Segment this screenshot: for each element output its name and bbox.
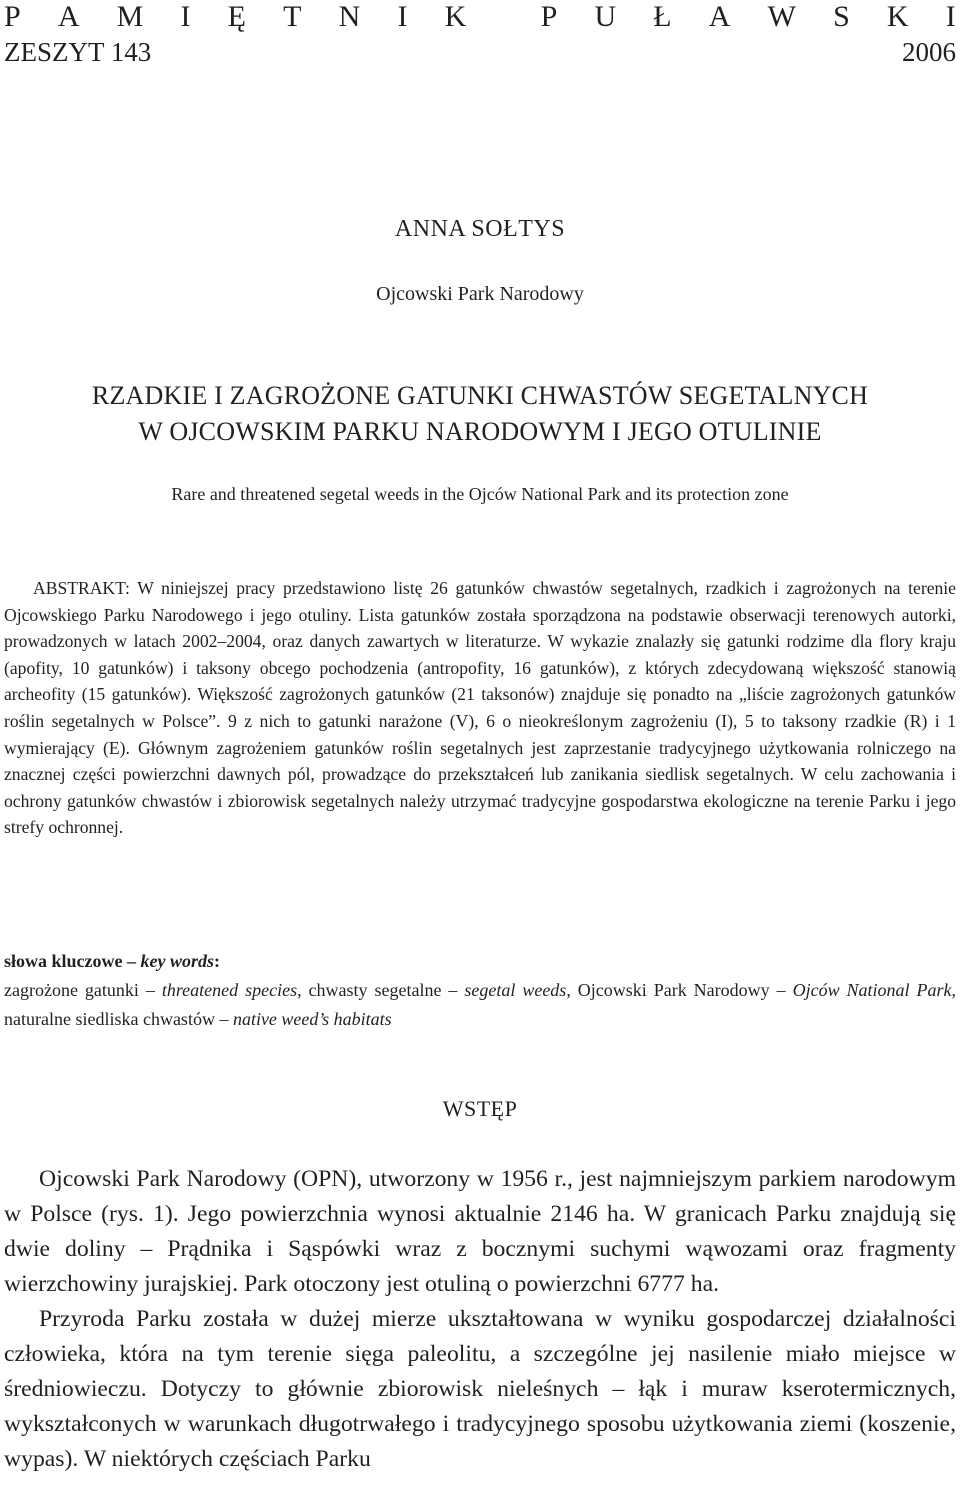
journal-letter: U xyxy=(594,0,617,33)
abstract-text: W niniejszej pracy przedstawiono listę 26 gatunków chwastów segetalnych, rzadkich i zagrożonych na terenie Ojcowskiego Parku Narodowego i jego otuliny. Lista gatunków została sporządzona na podstawie obserwacji terenowych autorki, prowadzonych w latach 2002–2004, oraz danych zawartych w literaturze. W wykazie znalazły się gatunki rodzime dla flory kraju (apofity, 10 gatunków) i taksony obcego pochodzenia (antropofity, 16 gatunków), z których zdecydowaną większość stanowią archeofity (15 gatunków). Większość zagrożonych gatunków (21 taksonów) znajduje się ponadto na „liście zagrożonych gatunków roślin segetalnych w Polsce”. 9 z nich to gatunki narażone (V), 6 o nieokreślonym zagrożeniu (I), 5 to taksony rzadkie (R) i 1 wymierający (E). Głównym zagrożeniem gatunków roślin segetalnych jest zaprzestanie tradycyjnego użytkowania rolniczego na znacznej części powierzchni dawnych pól, prowadzące do przekształceń lub zanikania siedlisk segetalnych. W celu zachowania i ochrony gatunków chwastów i zbiorowisk segetalnych należy utrzymać tradycyjne gospodarstwa ekologiczne na terenie Parku i jego strefy ochronnej. xyxy=(4,578,956,838)
journal-letter: I xyxy=(180,0,191,33)
keyword-pl: naturalne siedliska chwastów xyxy=(4,1009,215,1029)
journal-letter: Ę xyxy=(227,0,246,33)
issue-number: ZESZYT 143 xyxy=(4,37,152,67)
keywords-block xyxy=(4,947,956,1034)
journal-letter: A xyxy=(57,0,80,33)
keyword-en: native weed’s habitats xyxy=(232,1009,392,1029)
journal-letter: K xyxy=(886,0,909,33)
keywords-list: zagrożone gatunki – threatened species, chwasty segetalne – segetal weeds, Ojcowski Park Narodowy – Ojców National Park, naturalne siedliska chwastów – native weed’s habitats xyxy=(4,980,957,1029)
keywords-dash: – xyxy=(122,951,141,971)
keyword-pl: Ojcowski Park Narodowy xyxy=(577,980,770,1000)
keyword-en: segetal weeds xyxy=(464,980,567,1000)
author-affiliation: Ojcowski Park Narodowy xyxy=(376,283,584,305)
journal-title xyxy=(4,0,956,34)
issue-year: 2006 xyxy=(902,37,956,67)
article-title-line: RZADKIE I ZAGROŻONE GATUNKI CHWASTÓW SEGETALNYCH xyxy=(91,381,869,410)
issue-row xyxy=(4,36,956,68)
journal-letter: Ł xyxy=(653,0,672,33)
article-title-english: Rare and threatened segetal weeds in the Ojców National Park and its protection zone xyxy=(171,484,789,504)
keyword-en: Ojców National Park xyxy=(792,980,952,1000)
body-paragraph: Przyroda Parku została w dużej mierze ukształtowana w wyniku gospodarczej działalności człowieka, która na tym terenie sięga paleolitu, a szczególne jej nasilenie miało miejsce w średniowieczu. Dotyczy to głównie zbiorowisk nieleśnych – łąk i muraw kserotermicznych, wykształconych w warunkach długotrwałego i tradycyjnego sposobu użytkowania ziemi (koszenie, wypas). W niektórych częściach Parku xyxy=(4,1306,956,1472)
keywords-head-pl: słowa kluczowe xyxy=(4,951,123,971)
journal-letter: T xyxy=(283,0,302,33)
keyword-pl: zagrożone gatunki xyxy=(4,980,139,1000)
keywords-head-en: key words xyxy=(140,951,214,971)
body-text xyxy=(4,1162,956,1477)
keyword-pl: chwasty segetalne xyxy=(308,980,442,1000)
section-heading: WSTĘP xyxy=(442,1096,518,1121)
journal-letter: M xyxy=(116,0,144,33)
author-name: ANNA SOŁTYS xyxy=(394,216,566,242)
body-paragraph: Ojcowski Park Narodowy (OPN), utworzony w 1956 r., jest najmniejszym parkiem narodowym w Polsce (rys. 1). Jego powierzchnia wynosi aktualnie 2146 ha. W granicach Parku znajdują się dwie doliny – Prądnika i Sąspówki wraz z bocznymi suchymi wąwozami oraz fragmenty wierzchowiny jurajskiej. Park otoczony jest otuliną o powierzchni 6777 ha. xyxy=(4,1166,956,1297)
keyword-en: threatened species xyxy=(161,980,298,1000)
keywords-heading xyxy=(4,947,956,976)
article-title xyxy=(0,378,960,450)
journal-letter: I xyxy=(397,0,408,33)
journal-letter: I xyxy=(945,0,956,33)
journal-letter: W xyxy=(767,0,796,33)
journal-letter: A xyxy=(708,0,731,33)
journal-letter: N xyxy=(338,0,361,33)
journal-letter: S xyxy=(833,0,850,33)
article-title-line: W OJCOWSKIM PARKU NARODOWYM I JEGO OTULINIE xyxy=(138,417,822,446)
journal-letter: P xyxy=(4,0,21,33)
keywords-colon: : xyxy=(214,951,220,971)
journal-letter: K xyxy=(444,0,467,33)
abstract xyxy=(4,575,956,841)
journal-letter: P xyxy=(540,0,558,33)
abstract-label: ABSTRAKT: xyxy=(33,578,130,598)
